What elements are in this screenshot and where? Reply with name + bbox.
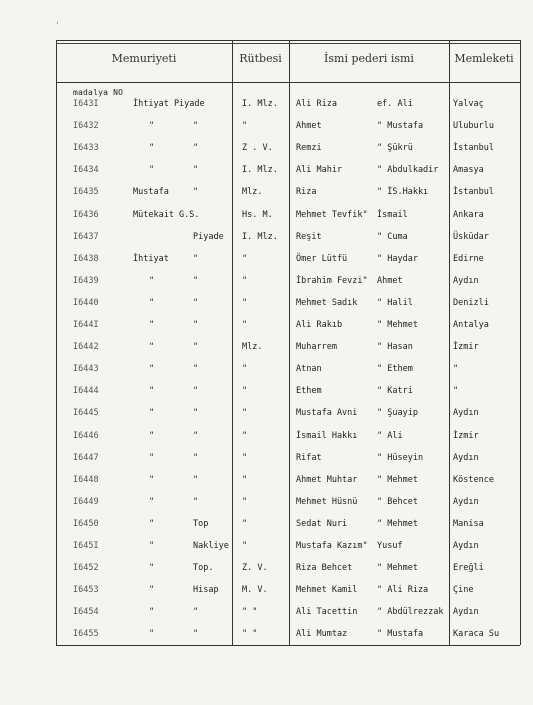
cell-no: I6450 xyxy=(73,519,99,529)
cell-hometown: Aydın xyxy=(453,276,479,286)
table-row xyxy=(0,386,533,400)
cell-no: I6436 xyxy=(73,210,99,220)
cell-father: " Mehmet xyxy=(377,475,418,485)
cell-father: " Ali Riza xyxy=(377,585,429,595)
cell-father: " Şükrü xyxy=(377,143,413,153)
cell-q2: " xyxy=(193,364,199,374)
cell-hometown: Uluburlu xyxy=(453,121,494,131)
cell-rank: " xyxy=(242,431,248,441)
header-rank: Rütbesi xyxy=(239,52,282,65)
cell-name: Ali Tacettin xyxy=(296,607,358,617)
cell-father: Yusuf xyxy=(377,541,403,551)
cell-unit: İhtiyat xyxy=(133,254,169,264)
cell-no: I644I xyxy=(73,320,99,330)
cell-hometown: Ereğli xyxy=(453,563,484,573)
cell-name: Mehmet Hüsnü xyxy=(296,497,358,507)
cell-name: Reşit xyxy=(296,232,322,242)
cell-hometown: Antalya xyxy=(453,320,489,330)
cell-q1: " xyxy=(149,320,155,330)
cell-name: Ali Mahir xyxy=(296,165,343,175)
cell-q1: " xyxy=(149,386,155,396)
cell-hometown: Çine xyxy=(453,585,474,595)
cell-father: " Mustafa xyxy=(377,121,424,131)
cell-hometown: Denizli xyxy=(453,298,489,308)
cell-hometown: Ankara xyxy=(453,210,484,220)
cell-q1: " xyxy=(149,563,155,573)
cell-hometown: Köstence xyxy=(453,475,494,485)
cell-rank: " " xyxy=(242,629,258,639)
cell-name: Ali Mumtaz xyxy=(296,629,348,639)
cell-q2: " xyxy=(193,276,199,286)
table-row xyxy=(0,541,533,555)
cell-name: Mustafa Avni xyxy=(296,408,358,418)
cell-hometown: Aydın xyxy=(453,607,479,617)
cell-rank: " xyxy=(242,453,248,463)
cell-q2: " xyxy=(193,298,199,308)
cell-no: I6452 xyxy=(73,563,99,573)
cell-no: I6453 xyxy=(73,585,99,595)
cell-name: Riza Behcet xyxy=(296,563,353,573)
cell-father: " Şuayip xyxy=(377,408,418,418)
cell-father: " Ethem xyxy=(377,364,413,374)
cell-rank: M. V. xyxy=(242,585,268,595)
cell-name: Atnan xyxy=(296,364,322,374)
table-row xyxy=(0,629,533,643)
table-row xyxy=(0,342,533,356)
table-row xyxy=(0,254,533,268)
cell-name: Ethem xyxy=(296,386,322,396)
cell-father: " Mehmet xyxy=(377,563,418,573)
table-row xyxy=(0,431,533,445)
cell-father: İsmail xyxy=(377,210,408,220)
table-row xyxy=(0,408,533,422)
cell-q1: " xyxy=(149,475,155,485)
cell-name: Rifat xyxy=(296,453,322,463)
cell-hometown: Aydın xyxy=(453,497,479,507)
cell-no: I6445 xyxy=(73,408,99,418)
cell-rank: I. Mlz. xyxy=(242,99,278,109)
cell-q1: " xyxy=(149,143,155,153)
cell-q2: " xyxy=(193,187,199,197)
table-row xyxy=(0,585,533,599)
cell-hometown: İzmir xyxy=(453,342,479,352)
medal-number-label: madalya NO xyxy=(73,88,124,97)
cell-q1: " xyxy=(149,629,155,639)
cell-q1: " xyxy=(149,364,155,374)
cell-hometown: Üsküdar xyxy=(453,232,489,242)
cell-q2: " xyxy=(193,453,199,463)
table-row xyxy=(0,99,533,113)
cell-name: Remzi xyxy=(296,143,322,153)
cell-name: Ali Riza xyxy=(296,99,337,109)
table-row xyxy=(0,298,533,312)
header-name: İsmi pederi ismi xyxy=(324,52,414,65)
cell-q2: Piyade xyxy=(193,232,224,242)
cell-father: " Hüseyin xyxy=(377,453,424,463)
cell-q2: " xyxy=(193,143,199,153)
cell-no: I6449 xyxy=(73,497,99,507)
cell-hometown: Amasya xyxy=(453,165,484,175)
table-row xyxy=(0,320,533,334)
table-row xyxy=(0,210,533,224)
cell-father: ef. Ali xyxy=(377,99,413,109)
cell-rank: Mlz. xyxy=(242,342,263,352)
cell-name: Mehmet Tevfik" xyxy=(296,210,368,220)
cell-name: Sedat Nuri xyxy=(296,519,348,529)
cell-name: Mehmet Sadık xyxy=(296,298,358,308)
cell-q2: " xyxy=(193,629,199,639)
cell-q2: " xyxy=(193,320,199,330)
cell-name: Muharrem xyxy=(296,342,337,352)
cell-no: I645I xyxy=(73,541,99,551)
cell-father: " Hasan xyxy=(377,342,413,352)
table-top-border xyxy=(56,40,520,41)
cell-q2: " xyxy=(193,254,199,264)
cell-q2: Top. xyxy=(193,563,214,573)
table-row xyxy=(0,143,533,157)
cell-q2: " xyxy=(193,165,199,175)
table-row xyxy=(0,187,533,201)
cell-rank: " xyxy=(242,541,248,551)
cell-father: " Katri xyxy=(377,386,413,396)
cell-no: I6455 xyxy=(73,629,99,639)
cell-name: Ömer Lütfü xyxy=(296,254,348,264)
cell-q1: " xyxy=(149,541,155,551)
cell-rank: " " xyxy=(242,607,258,617)
cell-hometown: Aydın xyxy=(453,453,479,463)
cell-q1: " xyxy=(149,408,155,418)
cell-hometown: " xyxy=(453,386,459,396)
cell-no: I6447 xyxy=(73,453,99,463)
cell-father: " Behcet xyxy=(377,497,418,507)
cell-no: I6454 xyxy=(73,607,99,617)
cell-q1: " xyxy=(149,585,155,595)
cell-father: " Mehmet xyxy=(377,519,418,529)
cell-no: I6442 xyxy=(73,342,99,352)
cell-rank: " xyxy=(242,497,248,507)
cell-rank: " xyxy=(242,386,248,396)
cell-name: İbrahim Fevzi" xyxy=(296,276,368,286)
page-mark: , xyxy=(56,16,59,26)
cell-name: Mehmet Kamil xyxy=(296,585,358,595)
cell-hometown: İzmir xyxy=(453,431,479,441)
header-divider xyxy=(56,82,520,83)
cell-rank: " xyxy=(242,276,248,286)
cell-rank: Z. V. xyxy=(242,563,268,573)
table-row xyxy=(0,165,533,179)
cell-name: Mustafa Kazım" xyxy=(296,541,368,551)
cell-rank: I. Mlz. xyxy=(242,232,278,242)
cell-q1: " xyxy=(149,121,155,131)
table-row xyxy=(0,519,533,533)
cell-q2: " xyxy=(193,342,199,352)
cell-q1: " xyxy=(149,453,155,463)
table-row xyxy=(0,276,533,290)
cell-q2: " xyxy=(193,475,199,485)
table-row xyxy=(0,475,533,489)
cell-q2: " xyxy=(193,431,199,441)
cell-hometown: Aydın xyxy=(453,408,479,418)
cell-hometown: İstanbul xyxy=(453,187,494,197)
cell-hometown: İstanbul xyxy=(453,143,494,153)
cell-q1: " xyxy=(149,607,155,617)
cell-father: " İS.Hakkı xyxy=(377,187,429,197)
cell-father: " Halil xyxy=(377,298,413,308)
cell-father: " Abdülrezzak xyxy=(377,607,444,617)
cell-rank: Z . V. xyxy=(242,143,273,153)
cell-rank: Mlz. xyxy=(242,187,263,197)
cell-rank: " xyxy=(242,519,248,529)
cell-q2: " xyxy=(193,607,199,617)
cell-rank: " xyxy=(242,254,248,264)
cell-unit: Mütekait G.S. xyxy=(133,210,200,220)
cell-rank: " xyxy=(242,364,248,374)
cell-no: I6437 xyxy=(73,232,99,242)
table-row xyxy=(0,607,533,621)
header-hometown: Memleketi xyxy=(454,52,514,65)
cell-father: Ahmet xyxy=(377,276,403,286)
cell-hometown: " xyxy=(453,364,459,374)
cell-no: I6444 xyxy=(73,386,99,396)
cell-rank: " xyxy=(242,121,248,131)
cell-father: " Cuma xyxy=(377,232,408,242)
table-row xyxy=(0,497,533,511)
cell-no: I6443 xyxy=(73,364,99,374)
cell-name: Ahmet Muhtar xyxy=(296,475,358,485)
cell-no: I6434 xyxy=(73,165,99,175)
table-row xyxy=(0,121,533,135)
cell-q1: " xyxy=(149,497,155,507)
cell-q2: " xyxy=(193,121,199,131)
cell-hometown: Edirne xyxy=(453,254,484,264)
cell-q1: " xyxy=(149,276,155,286)
cell-father: " Abdulkadir xyxy=(377,165,439,175)
table-row xyxy=(0,453,533,467)
cell-no: I6438 xyxy=(73,254,99,264)
cell-rank: " xyxy=(242,298,248,308)
cell-no: I6433 xyxy=(73,143,99,153)
cell-hometown: Manisa xyxy=(453,519,484,529)
table-row xyxy=(0,563,533,577)
cell-rank: " xyxy=(242,408,248,418)
cell-rank: " xyxy=(242,475,248,485)
cell-rank: Hs. M. xyxy=(242,210,273,220)
cell-father: " Ali xyxy=(377,431,403,441)
cell-unit: Mustafa xyxy=(133,187,169,197)
cell-rank: I. Mlz. xyxy=(242,165,278,175)
table-top-border-inner xyxy=(56,43,520,44)
cell-rank: " xyxy=(242,320,248,330)
cell-unit: İhtiyat Piyade xyxy=(133,99,205,109)
header-duty: Memuriyeti xyxy=(111,52,177,65)
cell-q2: " xyxy=(193,497,199,507)
cell-no: I6439 xyxy=(73,276,99,286)
cell-name: Ali Rakıb xyxy=(296,320,343,330)
cell-hometown: Aydın xyxy=(453,541,479,551)
table-row xyxy=(0,232,533,246)
cell-q2: " xyxy=(193,408,199,418)
cell-father: " Mustafa xyxy=(377,629,424,639)
cell-no: I6432 xyxy=(73,121,99,131)
cell-no: I6446 xyxy=(73,431,99,441)
cell-name: Riza xyxy=(296,187,317,197)
table-bottom-border xyxy=(56,645,520,646)
cell-name: İsmail Hakkı xyxy=(296,431,358,441)
cell-q2: Top xyxy=(193,519,209,529)
cell-q2: Hisap xyxy=(193,585,219,595)
cell-father: " Mehmet xyxy=(377,320,418,330)
cell-no: I6448 xyxy=(73,475,99,485)
cell-name: Ahmet xyxy=(296,121,322,131)
cell-hometown: Yalvaç xyxy=(453,99,484,109)
cell-q1: " xyxy=(149,431,155,441)
cell-q1: " xyxy=(149,298,155,308)
table-row xyxy=(0,364,533,378)
cell-no: I6435 xyxy=(73,187,99,197)
cell-q2: Nakliye xyxy=(193,541,229,551)
cell-no: I6440 xyxy=(73,298,99,308)
cell-q1: " xyxy=(149,165,155,175)
cell-q1: " xyxy=(149,519,155,529)
cell-hometown: Karaca Su xyxy=(453,629,500,639)
cell-no: I643I xyxy=(73,99,99,109)
cell-father: " Haydar xyxy=(377,254,418,264)
cell-q2: " xyxy=(193,386,199,396)
cell-q1: " xyxy=(149,342,155,352)
